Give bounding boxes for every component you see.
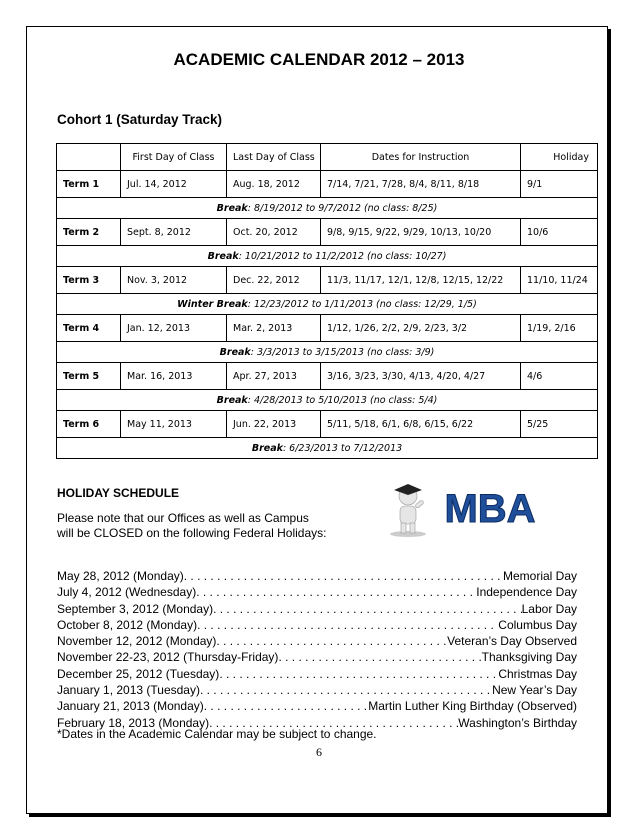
page-number: 6 <box>316 745 322 759</box>
break-dates: : 3/3/2013 to 3/15/2013 (no class: 3/9) <box>250 346 435 358</box>
last-day-cell: Mar. 2, 2013 <box>227 315 321 342</box>
break-label: Winter Break <box>177 298 248 310</box>
holiday-name: Washington’s Birthday <box>458 715 577 730</box>
break-dates: : 10/21/2012 to 11/2/2012 (no class: 10/27) <box>238 250 447 262</box>
graduate-figure-icon <box>390 484 426 537</box>
holiday-cell: 10/6 <box>521 219 598 246</box>
table-row <box>57 411 598 438</box>
term-cell: Term 6 <box>57 411 121 438</box>
table-row <box>57 219 598 246</box>
holiday-item <box>57 601 577 617</box>
dates-cell: 7/14, 7/21, 7/28, 8/4, 8/11, 8/18 <box>321 171 521 198</box>
header-holiday: Holiday <box>521 144 598 171</box>
dates-cell: 5/11, 5/18, 6/1, 6/8, 6/15, 6/22 <box>321 411 521 438</box>
holiday-name: Martin Luther King Birthday (Observed) <box>368 699 577 714</box>
first-day-cell: Jan. 12, 2013 <box>121 315 227 342</box>
break-cell <box>57 438 598 459</box>
dates-cell: 11/3, 11/17, 12/1, 12/8, 12/15, 12/22 <box>321 267 521 294</box>
holiday-note-line: will be CLOSED on the following Federal Holidays: <box>57 526 327 540</box>
dot-leader <box>200 682 492 698</box>
holiday-date: September 3, 2012 (Monday) <box>57 601 214 616</box>
dot-leader <box>196 584 476 600</box>
break-row <box>57 342 598 363</box>
holiday-schedule-title: HOLIDAY SCHEDULE <box>57 486 180 500</box>
dot-leader <box>213 601 522 617</box>
header-term <box>57 144 121 171</box>
dates-cell: 3/16, 3/23, 3/30, 4/13, 4/20, 4/27 <box>321 363 521 390</box>
holiday-name: Independence Day <box>476 585 577 600</box>
first-day-cell: Nov. 3, 2012 <box>121 267 227 294</box>
term-cell: Term 5 <box>57 363 121 390</box>
break-cell <box>57 342 598 363</box>
header-first-day: First Day of Class <box>121 144 227 171</box>
first-day-cell: Mar. 16, 2013 <box>121 363 227 390</box>
holiday-date: May 28, 2012 (Monday) <box>57 569 184 583</box>
holiday-name: Columbus Day <box>498 617 577 632</box>
dot-leader <box>184 568 503 584</box>
holiday-date: January 21, 2013 (Monday) <box>57 699 204 714</box>
holiday-item <box>57 666 577 682</box>
holiday-name: Labor Day <box>521 601 577 616</box>
dates-cell: 1/12, 1/26, 2/2, 2/9, 2/23, 3/2 <box>321 315 521 342</box>
break-label: Break <box>216 394 248 406</box>
page-title: ACADEMIC CALENDAR 2012 – 2013 <box>173 50 465 69</box>
holiday-cell: 4/6 <box>521 363 598 390</box>
break-row <box>57 198 598 219</box>
holiday-name: Christmas Day <box>498 666 577 681</box>
dot-leader <box>204 698 368 714</box>
table-row <box>57 267 598 294</box>
dot-leader <box>216 633 447 649</box>
last-day-cell: Apr. 27, 2013 <box>227 363 321 390</box>
holiday-name: Veteran’s Day Observed <box>447 634 577 649</box>
holiday-item <box>57 698 577 714</box>
break-dates: : 8/19/2012 to 9/7/2012 (no class: 8/25) <box>247 202 438 214</box>
term-cell: Term 4 <box>57 315 121 342</box>
holiday-name: Thanksgiving Day <box>481 650 577 665</box>
term-cell: Term 3 <box>57 267 121 294</box>
break-dates: : 12/23/2012 to 1/11/2013 (no class: 12/29, 1/5) <box>247 298 477 310</box>
holiday-item <box>57 568 577 584</box>
holiday-item <box>57 584 577 600</box>
holiday-item <box>57 617 577 633</box>
break-label: Break <box>216 202 248 214</box>
dot-leader <box>219 666 498 682</box>
academic-calendar-table <box>56 143 598 459</box>
last-day-cell: Jun. 22, 2013 <box>227 411 321 438</box>
break-cell <box>57 294 598 315</box>
break-row <box>57 294 598 315</box>
dates-cell: 9/8, 9/15, 9/22, 9/29, 10/13, 10/20 <box>321 219 521 246</box>
holiday-date: December 25, 2012 (Tuesday) <box>57 666 220 681</box>
last-day-cell: Aug. 18, 2012 <box>227 171 321 198</box>
holiday-date: February 18, 2013 (Monday) <box>57 715 210 730</box>
break-label: Break <box>251 442 283 454</box>
holiday-cell: 9/1 <box>521 171 598 198</box>
holiday-item <box>57 633 577 649</box>
holiday-cell: 1/19, 2/16 <box>521 315 598 342</box>
table-row <box>57 363 598 390</box>
term-cell: Term 2 <box>57 219 121 246</box>
holiday-name: New Year’s Day <box>492 683 577 698</box>
holiday-list <box>57 568 577 731</box>
holiday-date: November 22-23, 2012 (Thursday-Friday) <box>57 650 279 665</box>
dot-leader <box>278 649 481 665</box>
dot-leader <box>197 617 498 633</box>
holiday-date: January 1, 2013 (Tuesday) <box>57 683 200 698</box>
holiday-date: October 8, 2012 (Monday) <box>57 617 198 632</box>
holiday-cell: 5/25 <box>521 411 598 438</box>
table-row <box>57 315 598 342</box>
break-row <box>57 438 598 459</box>
holiday-note <box>57 511 377 541</box>
first-day-cell: Sept. 8, 2012 <box>121 219 227 246</box>
first-day-cell: Jul. 14, 2012 <box>121 171 227 198</box>
break-dates: : 6/23/2013 to 7/12/2013 <box>282 442 403 454</box>
break-dates: : 4/28/2013 to 5/10/2013 (no class: 5/4) <box>247 394 438 406</box>
break-label: Break <box>207 250 239 262</box>
header-last-day: Last Day of Class <box>227 144 321 171</box>
break-cell <box>57 390 598 411</box>
break-row <box>57 246 598 267</box>
mba-logo <box>382 478 560 538</box>
holiday-note-line: Please note that our Offices as well as Campus <box>57 511 309 525</box>
first-day-cell: May 11, 2013 <box>121 411 227 438</box>
last-day-cell: Dec. 22, 2012 <box>227 267 321 294</box>
footnote: *Dates in the Academic Calendar may be subject to change. <box>57 727 377 741</box>
holiday-date: July 4, 2012 (Wednesday) <box>57 585 197 600</box>
holiday-cell: 11/10, 11/24 <box>521 267 598 294</box>
term-cell: Term 1 <box>57 171 121 198</box>
holiday-name: Memorial Day <box>502 569 577 583</box>
last-day-cell: Oct. 20, 2012 <box>227 219 321 246</box>
holiday-item <box>57 649 577 665</box>
holiday-item <box>57 682 577 698</box>
header-dates: Dates for Instruction <box>321 144 521 171</box>
cohort-subtitle: Cohort 1 (Saturday Track) <box>57 112 223 127</box>
table-row <box>57 171 598 198</box>
break-cell <box>57 246 598 267</box>
holiday-date: November 12, 2012 (Monday) <box>57 634 217 649</box>
break-row <box>57 390 598 411</box>
mba-text: MBA <box>444 487 536 531</box>
table-header-row <box>57 144 598 171</box>
break-cell <box>57 198 598 219</box>
break-label: Break <box>219 346 251 358</box>
